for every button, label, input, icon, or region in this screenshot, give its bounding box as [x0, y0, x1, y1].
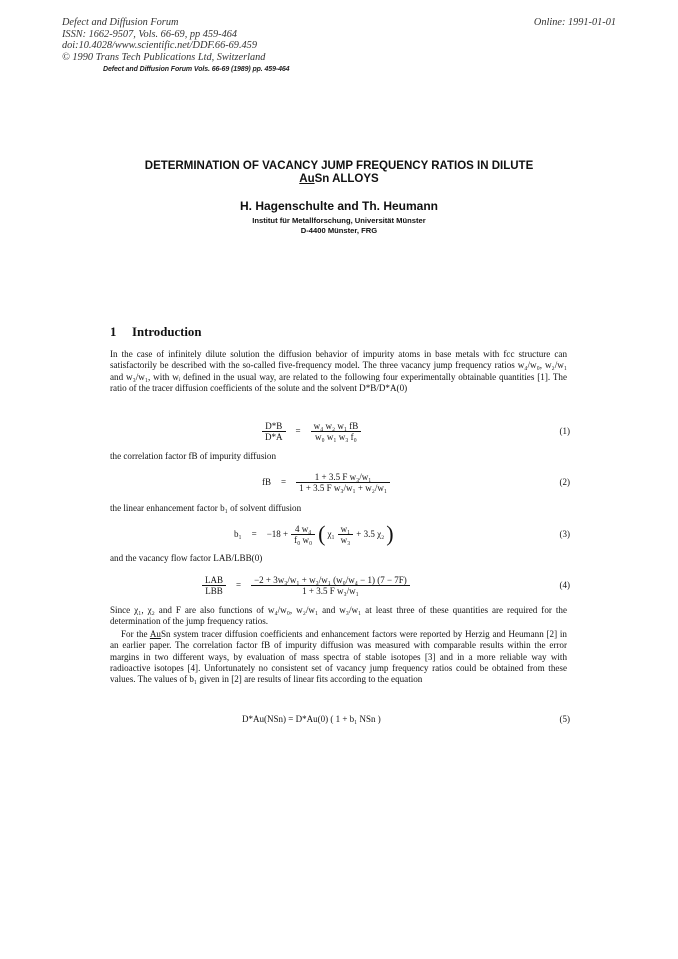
paragraph-6: For the AuSn system tracer diffusion coefficients and enhancement factors were reported by Herzig and Heumann [2] in an earlier paper. The correlation factor fB of impurity diffusion was measured with comparable results within the error margins in two different ways, by evaluation of mass spectra of stable isotopes [3] and in a more reliable way with radioactive isotopes [4]. Unfortunately no consistent set of vacancy jump frequency ratios could be obtained from these values. The values of b₁ given in [2] are results of linear fits according to the equation [110, 629, 567, 685]
section-title: Introduction [132, 325, 202, 339]
paragraph-4: and the vacancy flow factor LAB/LBB(0) [110, 553, 263, 563]
copyright-line: © 1990 Trans Tech Publications Ltd, Switzerland [62, 51, 266, 63]
eq1-rhs: $\frac{\text{w₄ w₂ w₁ fB}}{\text{w₀ w₁ w₃ f₀}}$ [311, 421, 362, 442]
eq2-rhs: $\frac{\text{1 + 3.5 F w₃/w₁}}{\text{1 + 3.5 F w₃/w₁ + w₂/w₁}}$ [296, 472, 390, 493]
eq4-rhs: $\frac{\text{−2 + 3w₃/w₁ + w₃/w₁ (w₀/w₄ − 1) (7 − 7F)}}{\text{1 + 3.5 F w₃/w₁}}$ [251, 575, 410, 596]
eq1-lhs: $\frac{D*B}{D*A}$ [262, 421, 286, 442]
title-underlined-part: Au [299, 172, 315, 185]
publication-meta [62, 17, 265, 63]
eq3-frac: $\frac{\text{4 w₄}}{\text{f₀ w₀}}$ [291, 524, 315, 545]
issn-line: ISSN: 1662-9507, Vols. 66-69, pp 459-464 [62, 28, 238, 40]
paragraph-2: the correlation factor fB of impurity diffusion [110, 451, 277, 461]
paragraph-3: the linear enhancement factor b₁ of solvent diffusion [110, 503, 302, 513]
eq3-frac-2: $\frac{\text{w₁}}{\text{w₃}}$ [338, 524, 354, 545]
equation-4: $\frac{\text{LAB}}{\text{LBB}}$ = $\frac{\text{−2 + 3w₃/w₁ + w₃/w₁ (w₀/w₄ − 1) (7 − 7F)}}{\text{1 + 3.5 F w₃/w₁}}$ (4) [110, 570, 570, 600]
eq5-body: D*Au(NSn) = D*Au(0) ( 1 + b₁ NSn ) [242, 714, 381, 724]
running-header: Defect and Diffusion Forum Vols. 66-69 (1989) pp. 459-464 [103, 66, 290, 73]
eq3-lhs: b₁ [234, 529, 242, 539]
title-rest: Sn ALLOYS [314, 172, 379, 185]
journal-name: Defect and Diffusion Forum [62, 17, 179, 28]
affiliation-line-1: Institut für Metallforschung, Universität Münster [252, 216, 426, 225]
affiliation [80, 216, 598, 236]
eq2-lhs: fB [262, 477, 271, 487]
paragraph-5: Since χ₁, χ₂ and F are also functions of w₄/w₀, w₂/w₁ and w₃/w₁ at least three of these quantities are required for the determination of the jump frequency ratios. [110, 605, 567, 627]
equation-3: b₁ = −18 + $\frac{\text{4 w₄}}{\text{f₀ w₀}}$ ( χ₁ $\frac{\text{w₁}}{\text{w₃}}$ + 3.5 χ₂ ) (3) [234, 521, 570, 546]
au-underlined: Au [149, 629, 161, 639]
eq2-number: (2) [559, 477, 570, 487]
doi-line: doi:10.4028/www.scientific.net/DDF.66-69.459 [62, 40, 257, 51]
eq4-number: (4) [559, 580, 570, 590]
equation-1: $\frac{D*B}{D*A}$ = $\frac{\text{w₄ w₂ w₁ fB}}{\text{w₀ w₁ w₃ f₀}}$ (1) [110, 416, 570, 446]
paragraph-1: In the case of infinitely dilute solution the diffusion behavior of impurity atoms in base metals with fcc structure can satisfactorily be described with the so-called five-frequency model. The three vacancy jump frequency ratios w₄/w₀, w₂/w₁ and w₃/w₁, with wᵢ defined in the usual way, are related to the following four experimentally obtainable quantities [1]. The ratio of the tracer diffusion coefficients of the solute and the solvent D*B/D*A(0) [110, 349, 567, 393]
online-date: Online: 1991-01-01 [533, 17, 616, 28]
section-number: 1 [110, 325, 117, 339]
eq1-number: (1) [559, 426, 570, 436]
equation-5 [110, 712, 570, 726]
paper-title [80, 160, 598, 185]
section-heading [110, 325, 201, 340]
eq4-lhs: $\frac{\text{LAB}}{\text{LBB}}$ [202, 575, 226, 596]
authors: H. Hagenschulte and Th. Heumann [239, 199, 439, 213]
title-line-2 [80, 173, 598, 186]
equation-2: fB = $\frac{\text{1 + 3.5 F w₃/w₁}}{\text{1 + 3.5 F w₃/w₁ + w₂/w₁}}$ (2) [262, 471, 570, 493]
affiliation-line-2: D-4400 Münster, FRG [300, 226, 378, 235]
eq3-number: (3) [559, 529, 570, 539]
eq5-number: (5) [559, 714, 570, 724]
title-line-1: DETERMINATION OF VACANCY JUMP FREQUENCY RATIOS IN DILUTE [144, 160, 534, 172]
